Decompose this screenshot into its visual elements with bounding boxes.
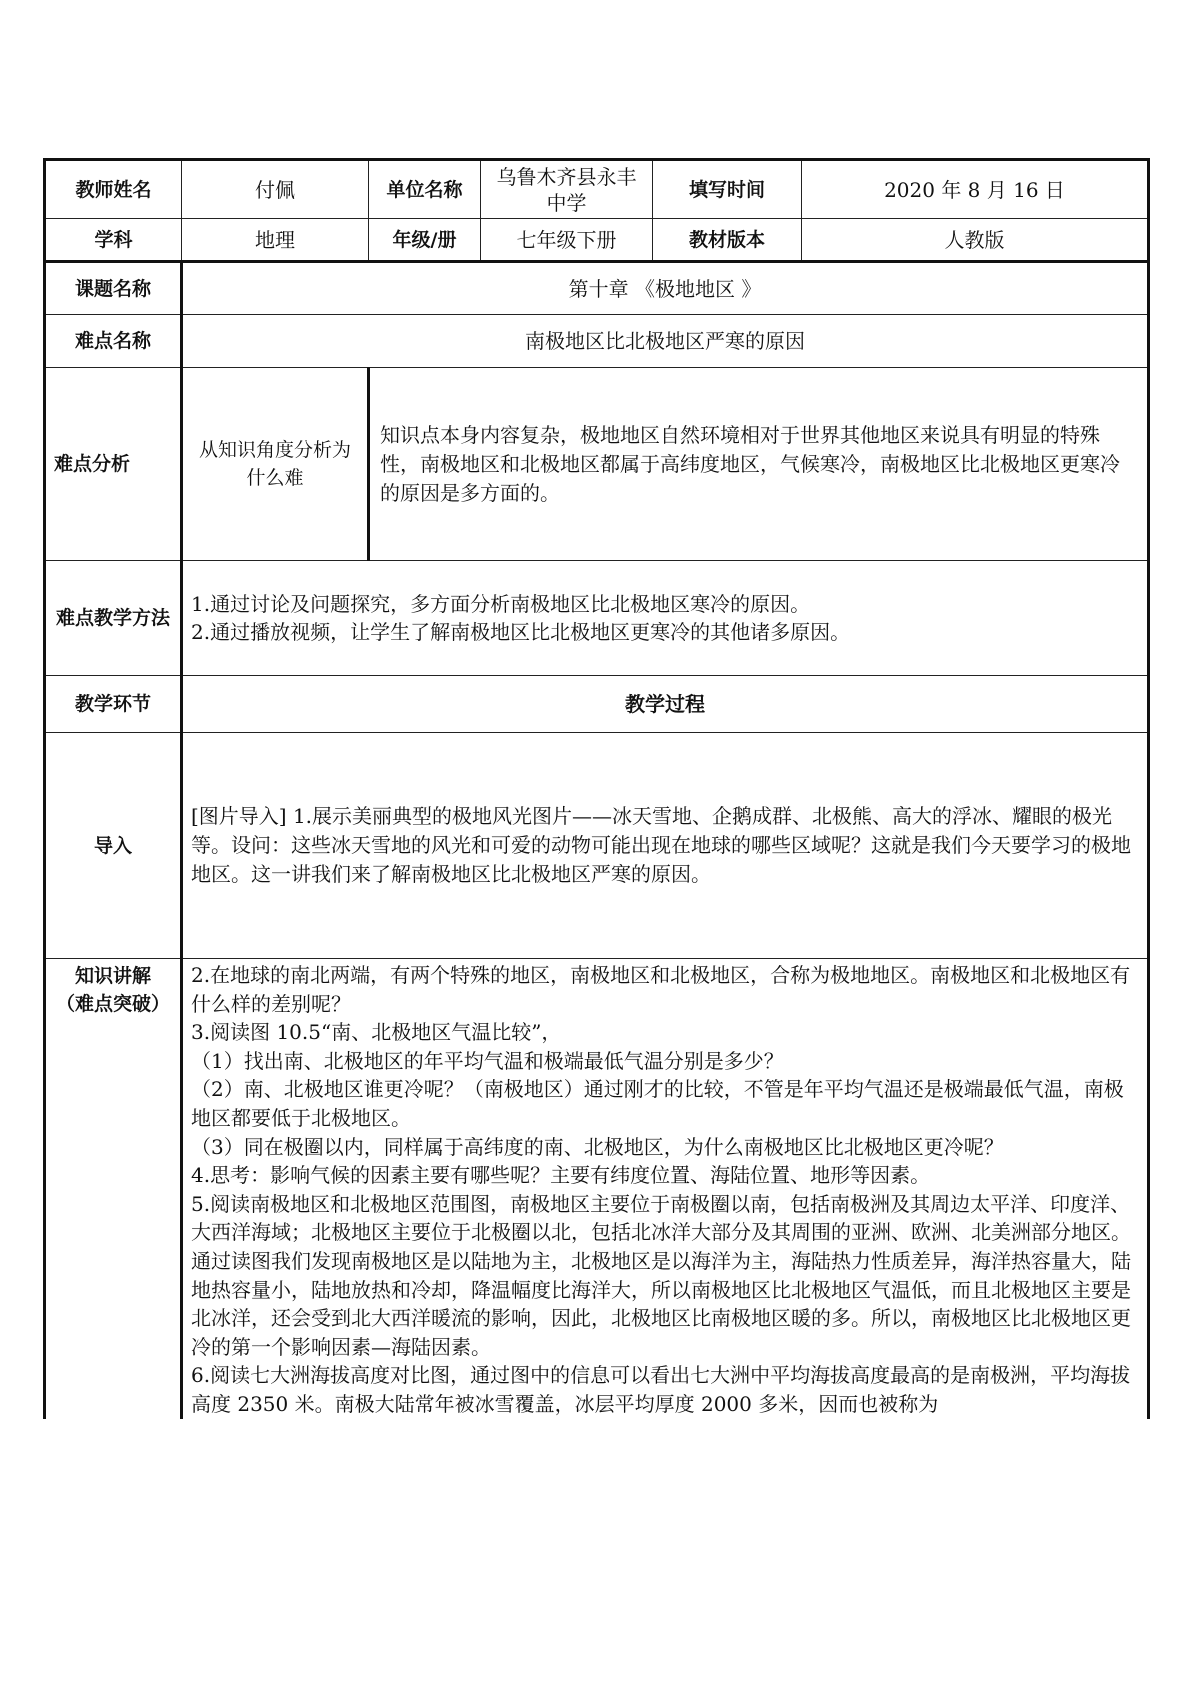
method-row <box>45 561 1149 676</box>
fill-date-value: 2020 年 8 月 16 日 <box>802 160 1149 219</box>
analysis-label: 难点分析 <box>45 368 182 561</box>
process-stage-label: 教学环节 <box>45 676 182 733</box>
difficulty-value: 南极地区比北极地区严寒的原因 <box>182 315 1149 368</box>
explain-text <box>182 959 1149 1419</box>
subject-value: 地理 <box>182 219 369 262</box>
intro-text: [图片导入] 1.展示美丽典型的极地风光图片——冰天雪地、企鹅成群、北极熊、高大的浮冰、耀眼的极光等。设问：这些冰天雪地的风光和可爱的动物可能出现在地球的哪些区域呢？这就是我们今天要学习的极地地区。这一讲我们来了解南极地区比北极地区严寒的原因。 <box>182 733 1149 959</box>
unit-name-value: 乌鲁木齐县永丰中学 <box>481 160 653 219</box>
explain-paragraph-2: 3.阅读图 10.5“南、北极地区气温比较”， <box>191 1020 562 1045</box>
method-line-1: 1.通过讨论及问题探究，多方面分析南极地区比北极地区寒冷的原因。 <box>191 592 811 616</box>
process-title: 教学过程 <box>182 676 1149 733</box>
explain-row <box>45 959 1149 1419</box>
intro-row <box>45 733 1149 959</box>
explain-paragraph-8: 6.阅读七大洲海拔高度对比图，通过图中的信息可以看出七大洲中平均海拔高度最高的是南极洲，平均海拔高度 2350 米。南极大陆常年被冰雪覆盖，冰层平均厚度 2000 多米，因而也被称为 <box>191 1363 1131 1416</box>
difficulty-label: 难点名称 <box>45 315 182 368</box>
explain-label <box>45 959 182 1419</box>
edition-label: 教材版本 <box>653 219 802 262</box>
explain-paragraph-1: 2.在地球的南北两端，有两个特殊的地区，南极地区和北极地区，合称为极地地区。南极地区和北极地区有什么样的差别呢？ <box>191 963 1131 1016</box>
fill-date-label: 填写时间 <box>653 160 802 219</box>
explain-label-line-2: （难点突破） <box>55 993 170 1015</box>
subject-label: 学科 <box>45 219 182 262</box>
grade-label: 年级/册 <box>369 219 481 262</box>
method-label: 难点教学方法 <box>45 561 182 676</box>
explain-label-line-1: 知识讲解 <box>74 965 151 987</box>
edition-value: 人教版 <box>802 219 1149 262</box>
explain-paragraph-5: （3）同在极圈以内，同样属于高纬度的南、北极地区，为什么南极地区比北极地区更冷呢？ <box>191 1134 1004 1159</box>
explain-paragraph-7: 5.阅读南极地区和北极地区范围图，南极地区主要位于南极圈以南，包括南极洲及其周边太平洋、印度洋、大西洋海域；北极地区主要位于北极圈以北，包括北冰洋大部分及其周围的亚洲、欧洲、北美洲部分地区。通过读图我们发现南极地区是以陆地为主，北极地区是以海洋为主，海陆热力性质差异，海洋热容量大，陆地热容量小，陆地放热和冷却，降温幅度比海洋大，所以南极地区比北极地区气温低，而且北极地区主要是北冰洋，还会受到北大西洋暖流的影响，因此，北极地区比南极地区暖的多。所以，南极地区比北极地区更冷的第一个影响因素—海陆因素。 <box>191 1191 1131 1359</box>
explain-paragraph-3: （1）找出南、北极地区的年平均气温和极端最低气温分别是多少？ <box>191 1048 784 1073</box>
unit-name-label: 单位名称 <box>369 160 481 219</box>
teacher-name-value: 付佩 <box>182 160 369 219</box>
process-header-row <box>45 676 1149 733</box>
topic-label: 课题名称 <box>45 262 182 315</box>
analysis-text: 知识点本身内容复杂，极地地区自然环境相对于世界其他地区来说具有明显的特殊性，南极地区和北极地区都属于高纬度地区，气候寒冷，南极地区比北极地区更寒冷的原因是多方面的。 <box>369 368 1149 561</box>
explain-paragraph-4: （2）南、北极地区谁更冷呢？（南极地区）通过刚才的比较，不管是年平均气温还是极端最低气温，南极地区都要低于北极地区。 <box>191 1077 1124 1130</box>
topic-row <box>45 262 1149 315</box>
method-line-2: 2.通过播放视频，让学生了解南极地区比北极地区更寒冷的其他诸多原因。 <box>191 620 851 644</box>
analysis-sub-label: 从知识角度分析为什么难 <box>182 368 369 561</box>
header-row-2 <box>45 219 1149 262</box>
intro-label: 导入 <box>45 733 182 959</box>
teacher-name-label: 教师姓名 <box>45 160 182 219</box>
method-text <box>182 561 1149 676</box>
lesson-plan-table <box>43 158 1147 1419</box>
analysis-row <box>45 368 1149 561</box>
header-row-1 <box>45 160 1149 219</box>
explain-paragraph-6: 4.思考：影响气候的因素主要有哪些呢？主要有纬度位置、海陆位置、地形等因素。 <box>191 1163 931 1188</box>
difficulty-row <box>45 315 1149 368</box>
topic-value: 第十章 《极地地区 》 <box>182 262 1149 315</box>
grade-value: 七年级下册 <box>481 219 653 262</box>
